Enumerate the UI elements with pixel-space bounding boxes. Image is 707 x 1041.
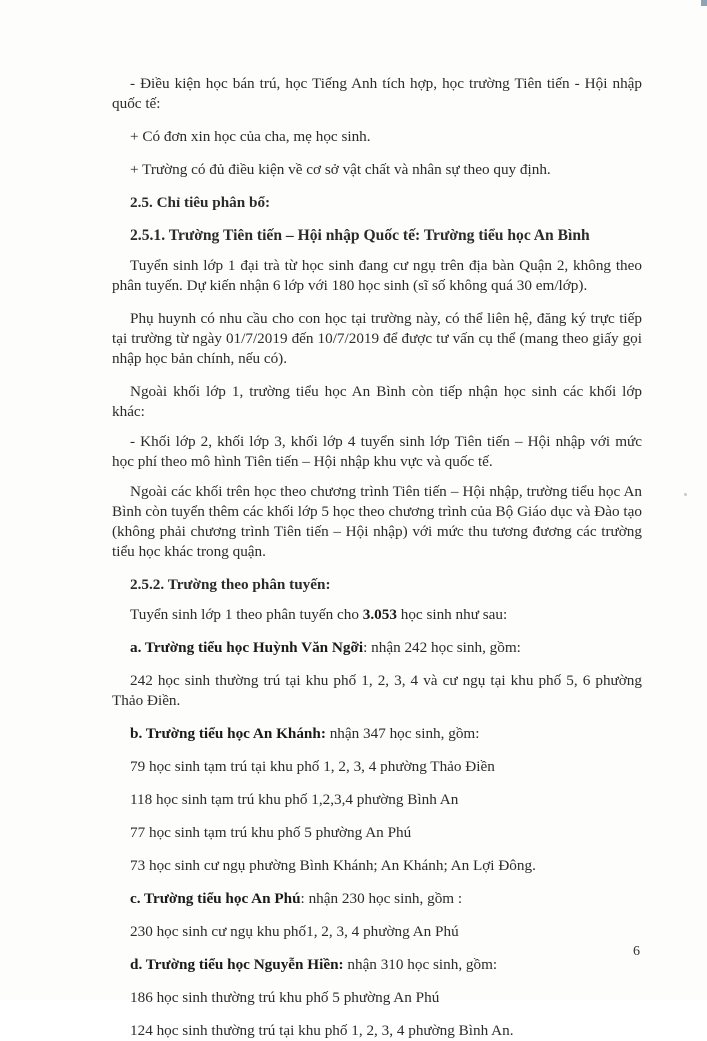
school-a-quota: : nhận 242 học sinh, gồm: [363, 639, 521, 656]
school-c-heading [112, 889, 642, 909]
school-d-name: d. Trường tiểu học Nguyễn Hiền: [130, 956, 344, 973]
school-a-item-1: 242 học sinh thường trú tại khu phố 1, 2, 3, 4 và cư ngụ tại khu phố 5, 6 phường Thảo Điền. [112, 672, 642, 709]
paragraph-grades-2-4: - Khối lớp 2, khối lớp 3, khối lớp 4 tuyển sinh lớp Tiên tiến – Hội nhập với mức học phí theo mô hình Tiên tiến – Hội nhập khu vực và quốc tế. [112, 433, 642, 470]
condition-item-1: + Có đơn xin học của cha, mẹ học sinh. [130, 128, 371, 145]
school-d-item-1: 186 học sinh thường trú khu phố 5 phường An Phú [130, 989, 440, 1006]
paragraph-other-grades: Ngoài khối lớp 1, trường tiểu học An Bình còn tiếp nhận học sinh các khối lớp khác: [112, 383, 642, 420]
zoned-total: 3.053 [362, 606, 397, 623]
scan-corner-mark [701, 0, 707, 6]
school-d-item-2: 124 học sinh thường trú tại khu phố 1, 2, 3, 4 phường Bình An. [130, 1022, 514, 1039]
page-number: 6 [633, 944, 640, 959]
section-heading-2-5-2: 2.5.2. Trường theo phân tuyến: [130, 576, 331, 593]
paragraph-zoned-intro [112, 605, 642, 625]
school-c-name: c. Trường tiểu học An Phú [130, 890, 301, 907]
paragraph-registration: Phụ huynh có nhu cầu cho con học tại trường này, có thể liên hệ, đăng ký trực tiếp tại trường từ ngày 01/7/2019 đến 10/7/2019 để được tư vấn cụ thể (mang theo giấy gọi nhập học bản chính, nếu có). [112, 310, 642, 367]
school-c-item-1: 230 học sinh cư ngụ khu phố1, 2, 3, 4 phường An Phú [130, 923, 459, 940]
school-d-quota: nhận 310 học sinh, gồm: [343, 956, 498, 973]
school-b-item-2: 118 học sinh tạm trú khu phố 1,2,3,4 phường Bình An [130, 791, 459, 808]
school-d-heading [112, 955, 642, 975]
section-heading-2-5-1: 2.5.1. Trường Tiên tiến – Hội nhập Quốc tế: Trường tiểu học An Bình [130, 227, 590, 244]
condition-item-2: + Trường có đủ điều kiện về cơ sở vật chất và nhân sự theo quy định. [130, 161, 551, 178]
zoned-intro-post: học sinh như sau: [396, 606, 508, 623]
zoned-intro-pre: Tuyển sinh lớp 1 theo phân tuyến cho [130, 606, 363, 623]
school-c-quota: : nhận 230 học sinh, gồm : [300, 890, 463, 907]
school-b-name: b. Trường tiểu học An Khánh: [130, 725, 326, 742]
scan-speck [684, 493, 687, 496]
school-a-name: a. Trường tiểu học Huỳnh Văn Ngỡi [130, 639, 364, 656]
school-b-quota: nhận 347 học sinh, gồm: [325, 725, 480, 742]
school-b-item-1: 79 học sinh tạm trú tại khu phố 1, 2, 3, 4 phường Thảo Điền [130, 758, 495, 775]
section-heading-2-5: 2.5. Chỉ tiêu phân bổ: [130, 194, 271, 211]
school-b-heading [112, 724, 642, 744]
school-b-item-3: 77 học sinh tạm trú khu phố 5 phường An Phú [130, 824, 412, 841]
document-body [112, 74, 642, 1041]
school-b-item-4: 73 học sinh cư ngụ phường Bình Khánh; An Khánh; An Lợi Đông. [130, 857, 536, 874]
condition-line: - Điều kiện học bán trú, học Tiếng Anh tích hợp, học trường Tiên tiến - Hội nhập quốc tế: [112, 75, 642, 112]
paragraph-enrollment: Tuyển sinh lớp 1 đại trà từ học sinh đang cư ngụ trên địa bàn Quận 2, không theo phân tuyến. Dự kiến nhận 6 lớp với 180 học sinh (sĩ số không quá 30 em/lớp). [112, 257, 642, 294]
paragraph-grade-5: Ngoài các khối trên học theo chương trình Tiên tiến – Hội nhập, trường tiểu học An Bình còn tuyển thêm các khối lớp 5 học theo chương trình của Bộ Giáo dục và Đào tạo (không phải chương trình Tiên tiến – Hội nhập) với mức thu tương đương các trường tiểu học khác trong quận. [112, 483, 642, 560]
school-a-heading [112, 638, 642, 658]
